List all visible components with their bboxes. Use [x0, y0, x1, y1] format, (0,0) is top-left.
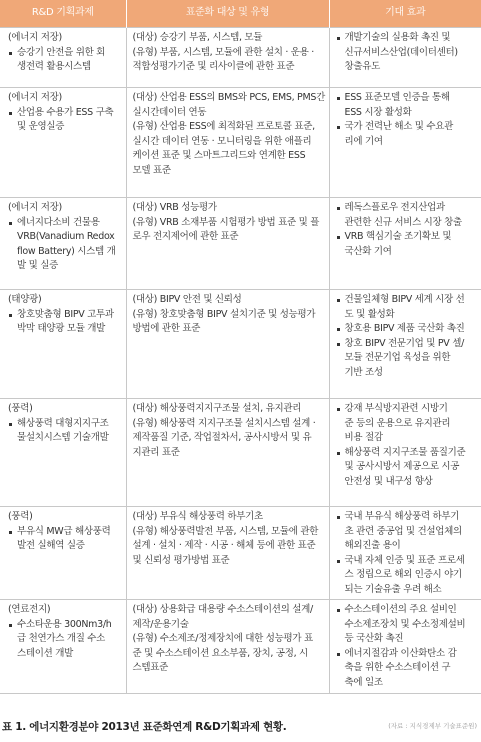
- task-line: 물설치시스템 기술개발: [17, 432, 109, 443]
- std-line: 로우 전지제어에 관한 표준: [132, 231, 239, 242]
- std-line: (유형) 산업용 ESS에 최적화된 프로토콜 표준,: [132, 121, 315, 132]
- effect-line: 축을 위한 수소스테이션 구: [344, 662, 451, 673]
- table-row: [0, 399, 481, 507]
- task-line: 창호맞춤형 BIPV 고투과: [8, 308, 122, 323]
- task-line: (에너지 저장): [8, 92, 62, 103]
- header-standard: 표준화 대상 및 유형: [126, 0, 329, 28]
- effect-line: 해상풍력 지지구조물 품질기준: [336, 446, 478, 461]
- task-line: 승강기 안전을 위한 회: [8, 46, 122, 61]
- effect-line: 기반 조성: [344, 366, 383, 378]
- std-line: 적합성평가기준 및 리사이클에 관한 표준: [132, 61, 295, 72]
- std-line: (대상) 산업용 ESS의 BMS와 PCS, EMS, PMS간: [132, 92, 325, 103]
- task-cell: [0, 28, 126, 88]
- header-task: R&D 기획과제: [0, 0, 126, 28]
- std-line: (대상) 부유식 해상풍력 하부기초: [132, 511, 263, 522]
- effect-line: 국산화 기여: [344, 245, 392, 257]
- effect-line: 창호 BIPV 전문기업 및 PV 셀/: [336, 337, 478, 352]
- header-row: [0, 0, 481, 28]
- effect-line: 에너지절감과 이산화탄소 감: [336, 647, 478, 662]
- task-line: (에너지 저장): [8, 202, 62, 213]
- std-line: 준 및 수소스테이션 요소부품, 장치, 공정, 시: [132, 647, 308, 659]
- standard-cell: [126, 28, 329, 88]
- std-line: 지관리 표준: [132, 446, 180, 458]
- std-line: (대상) BIPV 안전 및 신뢰성: [132, 294, 242, 305]
- effect-line: 개발기술의 실용화 촉진 및: [336, 31, 478, 46]
- effect-line: 레독스플로우 전지산업과: [336, 201, 478, 216]
- std-line: 실시간 데이터 연동 · 모니터링을 위한 애플리: [132, 135, 312, 147]
- effect-line: 강재 부식방지관련 시방기: [336, 402, 478, 417]
- task-line: (연료전지): [8, 604, 51, 615]
- effect-cell: [329, 198, 481, 290]
- std-line: 모델 표준: [132, 164, 171, 176]
- effect-line: 초 관련 중공업 및 건설업체의: [344, 525, 462, 537]
- std-line: (대상) 승강기 부품, 시스템, 모듈: [132, 32, 263, 43]
- std-line: (유형) 부품, 시스템, 모듈에 관한 설치 · 운용 ·: [132, 46, 314, 58]
- std-line: 제작/운용기술: [132, 618, 189, 630]
- std-line: 케이션 표준 및 스마트그리드와 연계한 ESS: [132, 150, 306, 161]
- effect-cell: [329, 507, 481, 600]
- effect-line: 및 공사시방서 제공으로 시공: [344, 461, 460, 472]
- effect-line: 수소스테이션의 주요 설비인: [336, 603, 478, 618]
- task-line: 에너지다소비 건물용: [8, 216, 122, 231]
- effect-line: ESS 표준모델 인증을 통해: [336, 91, 478, 106]
- effect-line: 리에 기여: [344, 135, 383, 147]
- task-line: 산업용 수용가 ESS 구축: [8, 106, 122, 121]
- effect-line: 해외진출 용이: [344, 540, 401, 551]
- effect-cell: [329, 600, 481, 694]
- task-line: 급 천연가스 개질 수소: [17, 633, 106, 644]
- task-cell: [0, 88, 126, 198]
- standard-cell: [126, 88, 329, 198]
- task-line: 해상풍력 대형지지구조: [8, 417, 122, 432]
- effect-line: 스 정립으로 해외 인증시 야기: [344, 569, 462, 580]
- effect-line: 되는 기술유출 우려 해소: [344, 583, 442, 595]
- std-line: (유형) 창호맞춤형 BIPV 설치기준 및 성능평가: [132, 308, 316, 320]
- task-line: 및 운영실증: [17, 121, 65, 132]
- task-cell: [0, 507, 126, 600]
- task-cell: [0, 600, 126, 694]
- task-line: VRB(Vanadium Redox: [17, 231, 115, 242]
- standard-cell: [126, 600, 329, 694]
- std-line: (대상) 상용화급 대용량 수소스테이션의 설계/: [132, 604, 313, 615]
- table-row: [0, 28, 481, 88]
- table-row: [0, 507, 481, 600]
- std-line: 및 신뢰성 평가방법 표준: [132, 554, 230, 566]
- effect-line: 국가 전력난 해소 및 수요관: [336, 120, 478, 135]
- source-note: (자료 : 지식경제부 기술표준원): [388, 722, 477, 730]
- effect-line: VRB 핵심기술 조기확보 및: [336, 230, 478, 245]
- effect-line: 창출유도: [344, 61, 381, 72]
- standard-cell: [126, 507, 329, 600]
- effect-line: 준 등의 운용으로 유지관리: [344, 417, 451, 429]
- task-line: 박막 태양광 모듈 개발: [17, 323, 106, 334]
- std-line: (유형) 해상풍력 지지구조물 설치시스템 설계 ·: [132, 417, 316, 429]
- effect-line: 도 및 활성화: [344, 308, 395, 320]
- effect-cell: [329, 290, 481, 399]
- task-cell: [0, 399, 126, 507]
- std-line: (유형) 해상풍력발전 부품, 시스템, 모듈에 관한: [132, 525, 319, 537]
- effect-cell: [329, 399, 481, 507]
- task-line: 수소타운용 300Nm3/h: [8, 618, 122, 633]
- effect-line: 등 국산화 촉진: [344, 633, 404, 644]
- task-cell: [0, 198, 126, 290]
- standard-cell: [126, 290, 329, 399]
- effect-line: 신규서비스산업(데이터센터): [344, 46, 458, 58]
- std-line: 방법에 관한 표준: [132, 323, 201, 334]
- std-line: 설계 · 설치 · 제작 · 시공 · 해체 등에 관한 표준: [132, 540, 316, 551]
- task-line: (풍력): [8, 403, 33, 414]
- std-line: 실시간데이터 연동: [132, 106, 207, 118]
- std-line: 스템표준: [132, 662, 169, 673]
- task-line: 생전력 활용시스템: [17, 61, 91, 72]
- effect-line: 축에 일조: [344, 676, 383, 688]
- task-line: (에너지 저장): [8, 32, 62, 43]
- task-line: 발 및 실증: [17, 260, 58, 271]
- table-row: [0, 600, 481, 694]
- std-line: (유형) VRB 소재부품 시험평가 방법 표준 및 플: [132, 216, 320, 228]
- effect-line: 비용 절감: [344, 432, 383, 443]
- task-line: 스테이션 개발: [17, 647, 73, 659]
- std-line: (대상) 해상풍력지지구조물 설치, 유지관리: [132, 403, 302, 414]
- effect-line: 국내 부유식 해상풍력 하부기: [336, 510, 478, 525]
- effect-line: 관련한 신규 서비스 시장 창출: [344, 216, 462, 228]
- effect-line: 국내 자체 인증 및 표준 프로세: [336, 554, 478, 569]
- standard-cell: [126, 399, 329, 507]
- effect-cell: [329, 88, 481, 198]
- effect-cell: [329, 28, 481, 88]
- task-line: 발전 실해역 실증: [17, 540, 85, 551]
- table-row: [0, 198, 481, 290]
- task-cell: [0, 290, 126, 399]
- task-line: (태양광): [8, 294, 42, 305]
- effect-line: 안전성 및 내구성 향상: [344, 475, 433, 487]
- effect-line: 건물일체형 BIPV 세계 시장 선: [336, 293, 478, 308]
- effect-line: ESS 시장 활성화: [344, 106, 412, 118]
- table-row: [0, 88, 481, 198]
- task-line: 부유식 MW급 해상풍력: [8, 525, 122, 540]
- effect-line: 모듈 전문기업 육성을 위한: [344, 352, 451, 363]
- std-line: (대상) VRB 성능평가: [132, 202, 217, 213]
- task-line: flow Battery) 시스템 개: [17, 245, 116, 257]
- std-line: 제작품질 기준, 작업절차서, 공사시방서 및 유: [132, 432, 312, 443]
- table-row: [0, 290, 481, 399]
- standard-cell: [126, 198, 329, 290]
- table-caption: 표 1. 에너지환경분야 2013년 표준화연계 R&D기획과제 현황.: [2, 721, 287, 733]
- effect-line: 창호용 BIPV 제품 국산화 촉진: [336, 322, 478, 337]
- effect-line: 수소제조장치 및 수소정제설비: [344, 618, 466, 630]
- task-line: (풍력): [8, 511, 33, 522]
- std-line: (유형) 수소제조/정제장치에 대한 성능평가 표: [132, 633, 313, 644]
- header-effect: 기대 효과: [329, 0, 481, 28]
